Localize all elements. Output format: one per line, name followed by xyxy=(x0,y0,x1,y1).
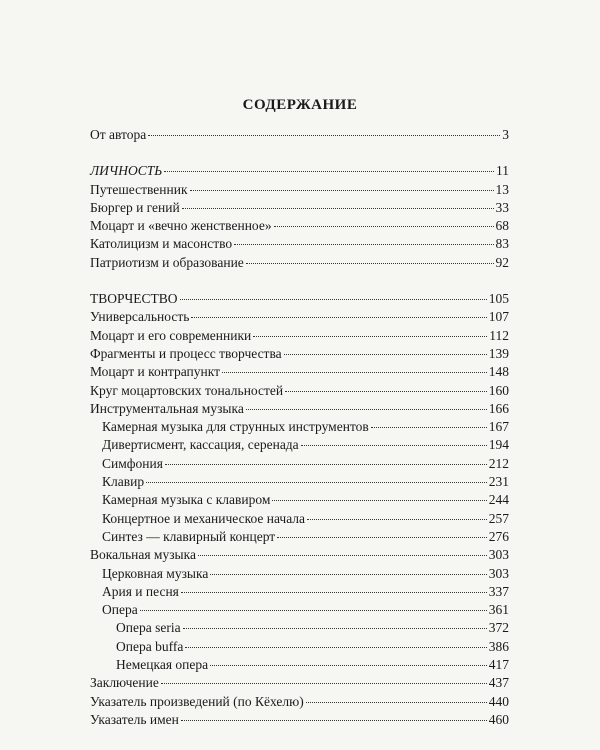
dot-leader xyxy=(190,190,494,191)
toc-entry-title: От автора xyxy=(90,127,147,142)
toc-entry-page: 92 xyxy=(495,254,509,270)
toc-entry-title: Ария и песня xyxy=(102,583,179,599)
toc-entry-title: Круг моцартовских тональностей xyxy=(90,382,284,398)
toc-entry-page: 231 xyxy=(488,474,509,490)
toc-entry-title: Церковная музыка xyxy=(102,565,209,581)
toc-entry-title: Указатель произведений (по Кёхелю) xyxy=(90,693,304,709)
dot-leader xyxy=(146,482,487,483)
dot-leader xyxy=(210,574,486,575)
toc-entry-page: 460 xyxy=(488,711,509,727)
toc-entry xyxy=(90,436,509,454)
toc-entry-page: 386 xyxy=(488,638,509,654)
toc-entry-page: 107 xyxy=(488,309,509,325)
toc-entry-title: Опера buffa xyxy=(116,638,184,654)
toc-entry xyxy=(90,473,509,491)
dot-leader xyxy=(274,226,494,227)
toc-entry-title: Камерная музыка с клавиром xyxy=(102,492,271,508)
toc-entry-page: 148 xyxy=(488,364,509,380)
toc-entry-title: Моцарт и контрапункт xyxy=(90,364,221,380)
toc-entry xyxy=(90,418,509,436)
toc-entry-title: Инструментальная музыка xyxy=(90,400,244,416)
dot-leader xyxy=(253,336,487,337)
dot-leader xyxy=(191,317,486,318)
section-gap xyxy=(90,272,509,290)
dot-leader xyxy=(210,665,487,666)
toc-entry-title: Католицизм и масонство xyxy=(90,236,233,252)
dot-leader xyxy=(161,683,487,684)
toc-entry xyxy=(90,528,509,546)
dot-leader xyxy=(148,135,500,136)
toc-entry xyxy=(90,491,509,509)
dot-leader xyxy=(272,500,486,501)
toc-entry-title: Патриотизм и образование xyxy=(90,254,244,270)
toc-entry-title: Симфония xyxy=(102,455,163,471)
toc-entry xyxy=(90,400,509,418)
toc-entry xyxy=(90,711,509,729)
toc-entry-page: 167 xyxy=(488,419,509,435)
toc-entry-page: 303 xyxy=(488,547,509,563)
toc-entry-page: 3 xyxy=(502,127,509,142)
toc-entry-page: 13 xyxy=(495,181,509,197)
toc-entry xyxy=(90,162,509,180)
toc-entry xyxy=(90,510,509,528)
toc-entry-title: Моцарт и его современники xyxy=(90,327,252,343)
toc-entry-page: 112 xyxy=(489,327,509,343)
toc-entry-page: 303 xyxy=(488,565,509,581)
toc-entry-page: 337 xyxy=(488,583,509,599)
toc-entry-title: Фрагменты и процесс творчества xyxy=(90,345,282,361)
dot-leader xyxy=(181,720,487,721)
dot-leader xyxy=(284,354,487,355)
section-gap xyxy=(90,144,509,162)
toc-entry xyxy=(90,217,509,235)
dot-leader xyxy=(183,628,487,629)
toc-entry-page: 160 xyxy=(488,382,509,398)
dot-leader xyxy=(222,372,487,373)
toc-entry-page: 244 xyxy=(488,492,509,508)
toc-entry xyxy=(90,126,509,144)
toc-entry-title: Заключение xyxy=(90,675,159,691)
toc-entry xyxy=(90,656,509,674)
toc-entry-title: Универсальность xyxy=(90,309,190,325)
toc-entry xyxy=(90,290,509,308)
toc-entry-title: Бюргер и гений xyxy=(90,199,180,215)
dot-leader xyxy=(307,519,487,520)
toc-entry xyxy=(90,345,509,363)
toc-entry xyxy=(90,363,509,381)
dot-leader xyxy=(198,555,487,556)
toc-entry-page: 11 xyxy=(496,163,509,179)
toc-entry-page: 105 xyxy=(488,291,509,307)
toc-entry-page: 372 xyxy=(488,620,509,636)
toc-entry-title: Камерная музыка для струнных инструментов xyxy=(102,419,369,435)
toc-entry xyxy=(90,674,509,692)
dot-leader xyxy=(246,263,494,264)
toc-entry-title: Опера seria xyxy=(116,620,181,636)
toc-entry xyxy=(90,601,509,619)
dot-leader xyxy=(234,244,493,245)
toc-entry-page: 257 xyxy=(488,510,509,526)
toc-entry xyxy=(90,565,509,583)
dot-leader xyxy=(165,464,487,465)
toc-entry-page: 417 xyxy=(488,657,509,673)
toc-entry xyxy=(90,546,509,564)
dot-leader xyxy=(371,427,487,428)
toc-entry-title: ЛИЧНОСТЬ xyxy=(90,163,163,179)
toc-entry-page: 68 xyxy=(495,218,509,234)
dot-leader xyxy=(180,299,487,300)
toc-entry xyxy=(90,693,509,711)
toc-entry-title: Указатель имен xyxy=(90,711,179,727)
toc-entry-title: Клавир xyxy=(102,474,145,490)
toc-entry-title: Синтез — клавирный концерт xyxy=(102,528,276,544)
toc-entry xyxy=(90,455,509,473)
toc-entry-page: 361 xyxy=(488,602,509,618)
dot-leader xyxy=(301,445,487,446)
table-of-contents xyxy=(90,126,509,729)
toc-entry-page: 276 xyxy=(488,528,509,544)
toc-entry xyxy=(90,619,509,637)
toc-entry-page: 83 xyxy=(495,236,509,252)
toc-entry xyxy=(90,382,509,400)
toc-entry-page: 437 xyxy=(488,675,509,691)
toc-entry-page: 440 xyxy=(488,693,509,709)
toc-entry xyxy=(90,199,509,217)
dot-leader xyxy=(246,409,487,410)
toc-entry-title: Моцарт и «вечно женственное» xyxy=(90,218,272,234)
dot-leader xyxy=(181,592,487,593)
dot-leader xyxy=(164,171,494,172)
toc-entry-title: Вокальная музыка xyxy=(90,547,196,563)
dot-leader xyxy=(285,391,487,392)
dot-leader xyxy=(182,208,494,209)
toc-entry-page: 194 xyxy=(488,437,509,453)
toc-entry-page: 139 xyxy=(488,345,509,361)
toc-entry xyxy=(90,308,509,326)
toc-entry-title: Дивертисмент, кассация, серенада xyxy=(102,437,299,453)
toc-entry-page: 33 xyxy=(495,199,509,215)
toc-entry-title: ТВОРЧЕСТВО xyxy=(90,291,178,307)
toc-entry-title: Путешественник xyxy=(90,181,188,197)
toc-entry-title: Концертное и механическое начала xyxy=(102,510,306,526)
dot-leader xyxy=(185,647,486,648)
toc-entry xyxy=(90,583,509,601)
dot-leader xyxy=(140,610,487,611)
toc-entry-title: Опера xyxy=(102,602,138,618)
toc-entry xyxy=(90,638,509,656)
dot-leader xyxy=(306,702,487,703)
toc-entry xyxy=(90,181,509,199)
dot-leader xyxy=(277,537,487,538)
toc-entry xyxy=(90,327,509,345)
toc-entry xyxy=(90,254,509,272)
toc-entry-page: 166 xyxy=(488,400,509,416)
toc-entry-page: 212 xyxy=(488,455,509,471)
toc-heading: СОДЕРЖАНИЕ xyxy=(242,97,358,113)
toc-entry-title: Немецкая опера xyxy=(116,657,209,673)
toc-entry xyxy=(90,235,509,253)
